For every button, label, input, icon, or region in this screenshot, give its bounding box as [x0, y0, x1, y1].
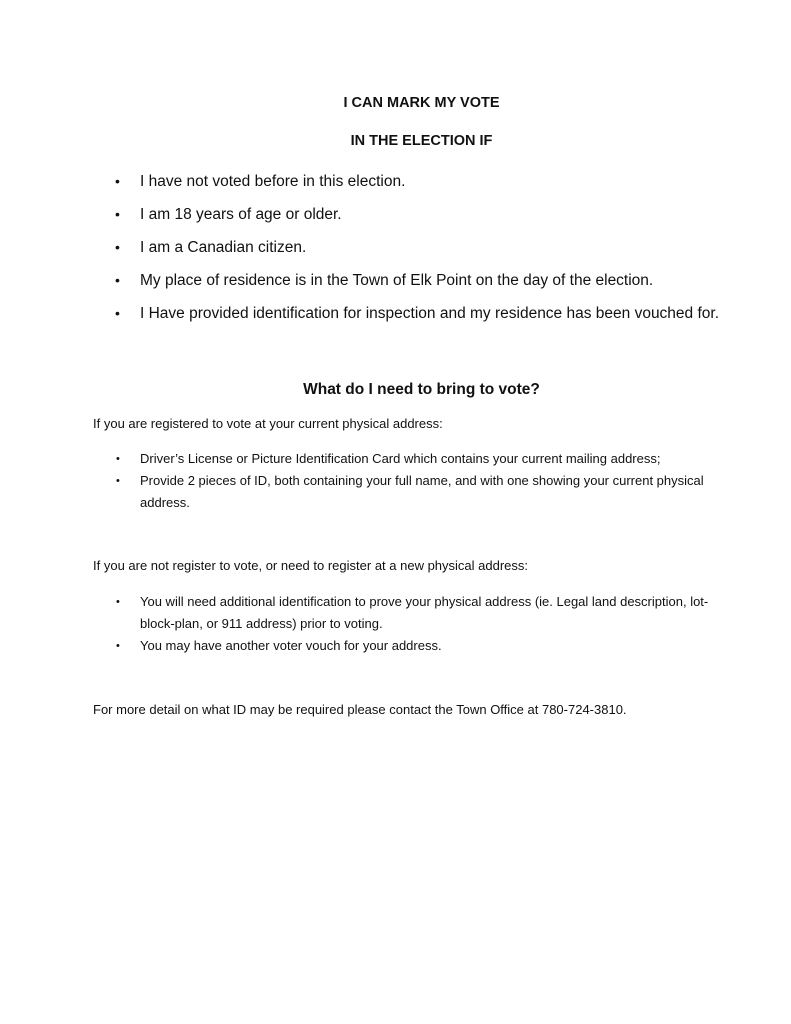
list-item-text: You will need additional identification to prove your physical address (ie. Legal land description, lot-block-plan, or 911 address) prior to voting. — [140, 594, 709, 631]
list-item-text: Provide 2 pieces of ID, both containing your full name, and with one showing your current physical address. — [140, 473, 704, 510]
list-item-text: You may have another voter vouch for your address. — [140, 638, 442, 653]
eligibility-item-text: I am 18 years of age or older. — [140, 206, 342, 223]
bullet-icon: • — [116, 453, 120, 465]
bullet-icon: • — [115, 173, 120, 189]
bullet-icon: • — [115, 239, 120, 255]
bring-heading: What do I need to bring to vote? — [303, 381, 540, 398]
contact-note: For more detail on what ID may be required please contact the Town Office at 780-724-3810. — [93, 702, 627, 717]
registered-list — [0, 448, 720, 514]
eligibility-list — [0, 165, 740, 330]
not-registered-list — [0, 591, 720, 657]
not-registered-intro: If you are not register to vote, or need to register at a new physical address: — [93, 558, 529, 573]
registered-intro: If you are registered to vote at your current physical address: — [93, 416, 443, 431]
bullet-icon: • — [116, 596, 120, 608]
eligibility-item — [0, 198, 740, 231]
eligibility-item — [0, 165, 740, 198]
eligibility-item — [0, 231, 740, 264]
title-line-2: IN THE ELECTION IF — [350, 133, 493, 149]
eligibility-item-text: I am a Canadian citizen. — [140, 239, 307, 256]
list-item — [0, 448, 720, 470]
eligibility-item-text: My place of residence is in the Town of Elk Point on the day of the election. — [140, 272, 654, 289]
eligibility-item — [0, 264, 740, 297]
bullet-icon: • — [116, 475, 120, 487]
eligibility-item-text: I Have provided identification for inspection and my residence has been vouched for. — [140, 305, 720, 322]
list-item — [0, 470, 720, 514]
bullet-icon: • — [115, 305, 120, 321]
eligibility-item-text: I have not voted before in this election. — [140, 173, 406, 190]
list-item — [0, 591, 720, 635]
list-item — [0, 635, 720, 657]
eligibility-item — [0, 297, 740, 330]
bullet-icon: • — [115, 272, 120, 288]
list-item-text: Driver’s License or Picture Identification Card which contains your current mailing address; — [140, 451, 661, 466]
title-line-1: I CAN MARK MY VOTE — [343, 95, 500, 111]
bullet-icon: • — [115, 206, 120, 222]
bullet-icon: • — [116, 640, 120, 652]
